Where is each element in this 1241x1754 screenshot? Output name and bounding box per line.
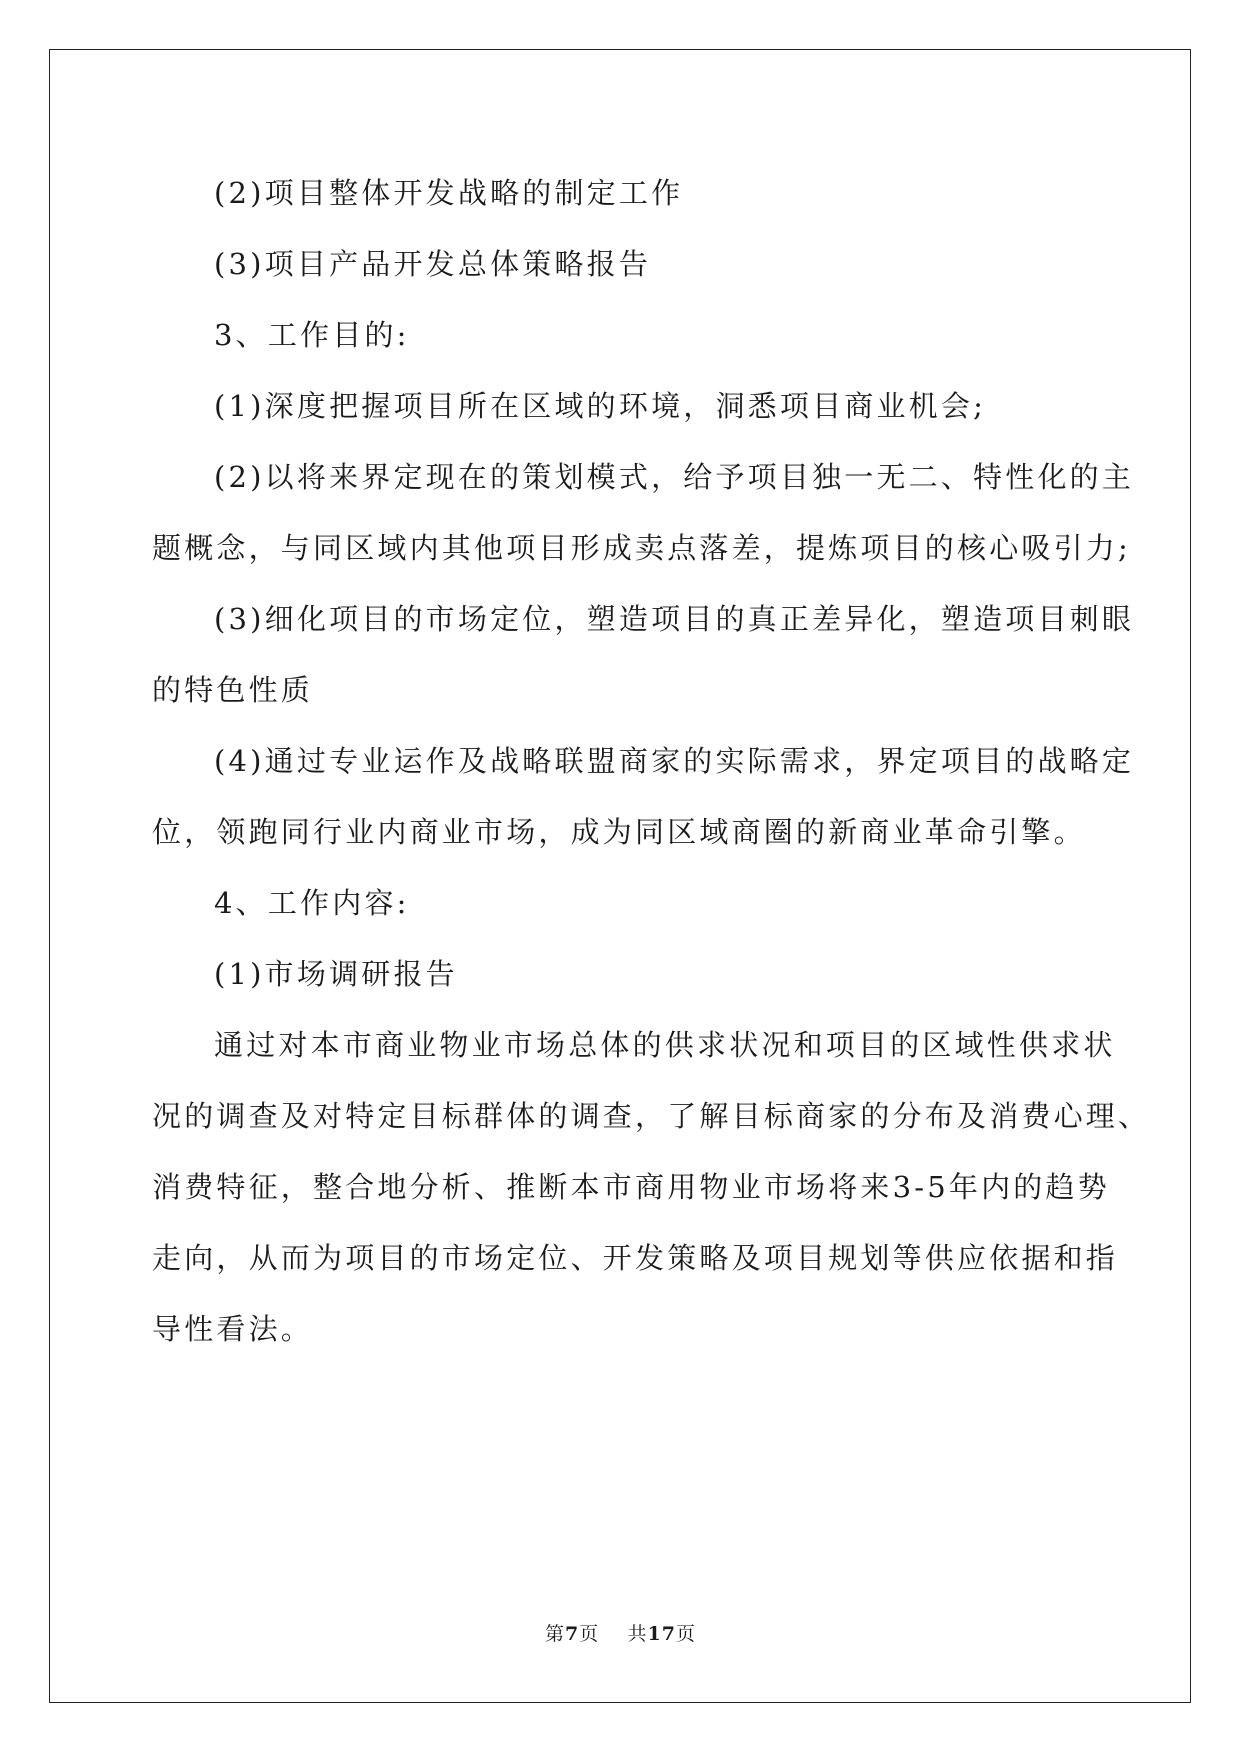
paragraph-line: (3)细化项目的市场定位，塑造项目的真正差异化，塑造项目刺眼: [214, 602, 1135, 636]
paragraph-line: 题概念，与同区域内其他项目形成卖点落差，提炼项目的核心吸引力;: [152, 531, 1131, 565]
paragraph-line: (2)以将来界定现在的策划模式，给予项目独一无二、特性化的主: [214, 460, 1135, 494]
paragraph-line: (4)通过专业运作及战略联盟商家的实际需求，界定项目的战略定: [214, 744, 1135, 778]
footer-prefix: 第: [545, 1623, 566, 1645]
footer-total-prefix: 共: [627, 1623, 648, 1645]
paragraph-line: 通过对本市商业物业市场总体的供求状况和项目的区域性供求状: [214, 1028, 1116, 1062]
paragraph-line: 位，领跑同行业内商业市场，成为同区域商圈的新商业革命引擎。: [152, 815, 1086, 849]
paragraph-line: 的特色性质: [152, 673, 314, 707]
section-heading: 4、工作内容:: [214, 886, 410, 920]
page-footer: [0, 1619, 1241, 1646]
total-pages-number: 17: [647, 1623, 676, 1645]
paragraph-line: 导性看法。: [152, 1312, 314, 1346]
footer-page-unit: 页: [579, 1623, 600, 1645]
section-heading: 3、工作目的:: [214, 318, 410, 352]
document-body: [152, 158, 1151, 1365]
paragraph-line: 消费特征，整合地分析、推断本市商用物业市场将来3-5年内的趋势: [152, 1170, 1110, 1204]
current-page-number: 7: [565, 1623, 580, 1645]
paragraph-line: (2)项目整体开发战略的制定工作: [214, 176, 684, 210]
paragraph-line: 走向，从而为项目的市场定位、开发策略及项目规划等供应依据和指: [152, 1241, 1119, 1275]
footer-total-unit: 页: [675, 1623, 696, 1645]
paragraph-line: (1)深度把握项目所在区域的环境，洞悉项目商业机会;: [214, 389, 987, 423]
paragraph-line: (3)项目产品开发总体策略报告: [214, 247, 652, 281]
paragraph-line: (1)市场调研报告: [214, 957, 458, 991]
paragraph-line: 况的调查及对特定目标群体的调查，了解目标商家的分布及消费心理、: [152, 1099, 1151, 1133]
